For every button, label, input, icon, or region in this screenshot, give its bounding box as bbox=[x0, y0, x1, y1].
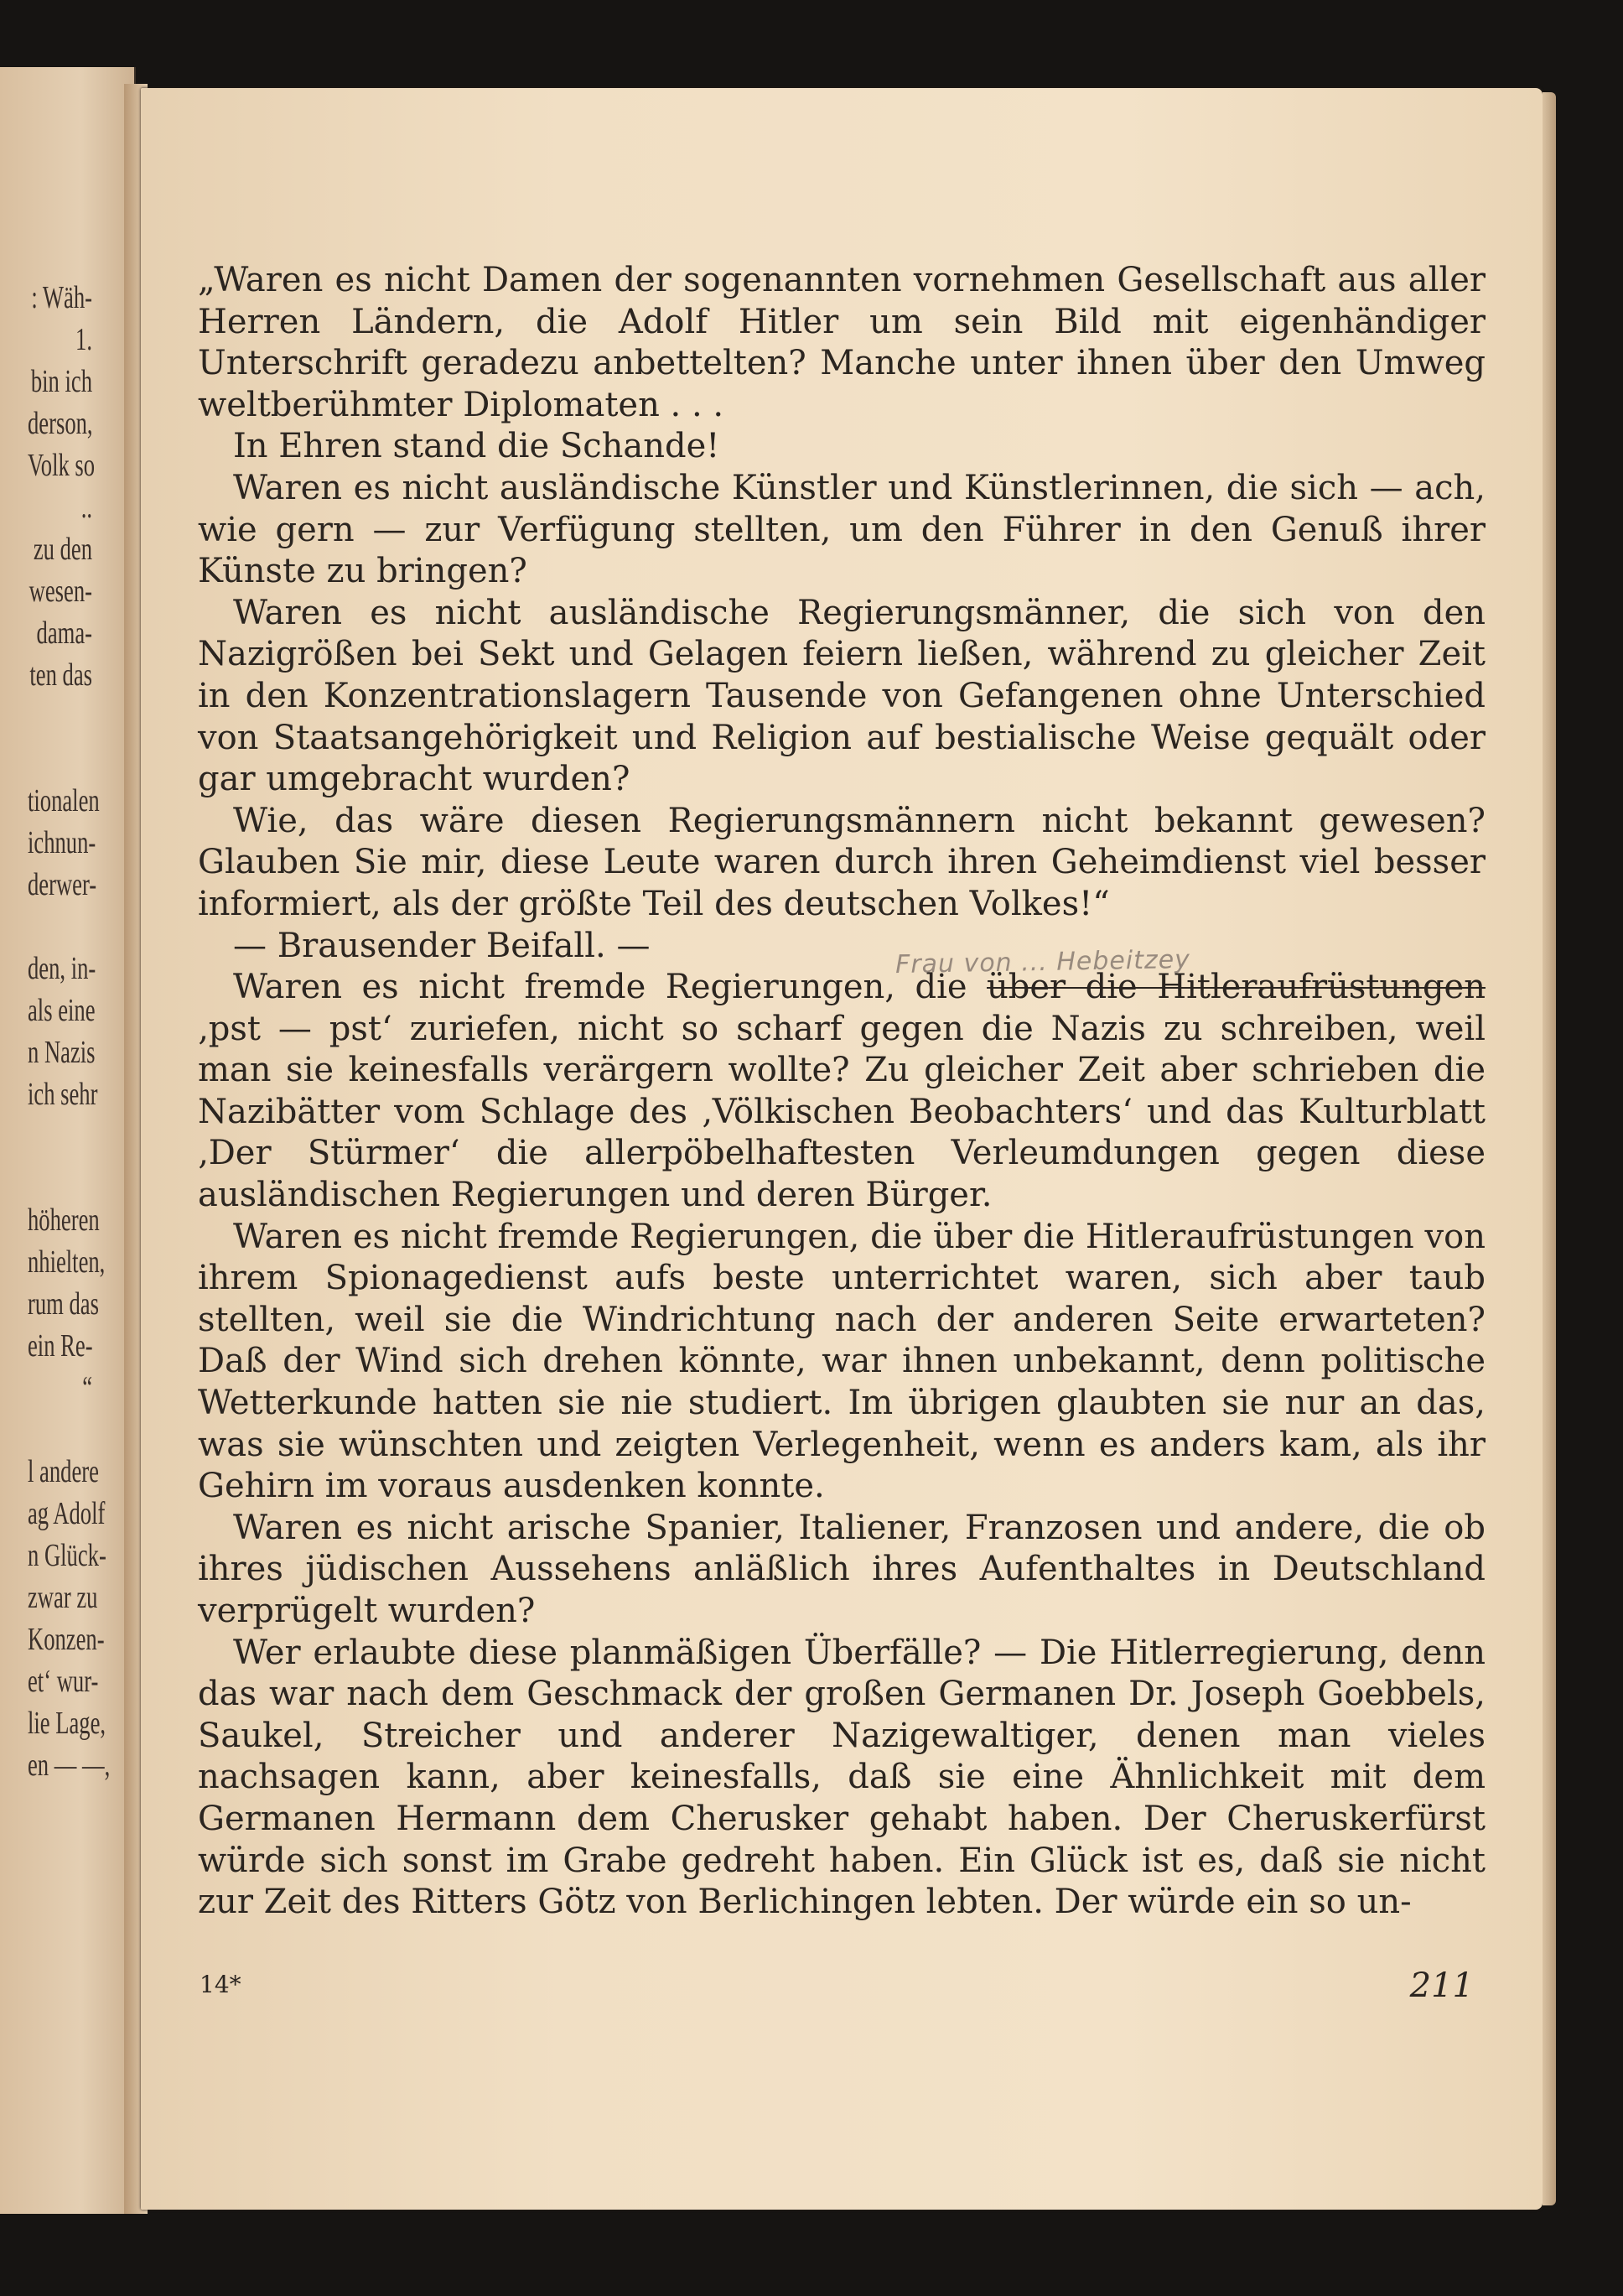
left-page-fragment bbox=[28, 1409, 92, 1451]
left-page-fragment: l andere bbox=[28, 1454, 99, 1489]
left-page-fragment: Konzen- bbox=[28, 1622, 105, 1657]
paragraph: Waren es nicht ausländische Regierungsmänner, die sich von den Nazigrößen bei Sekt und Gelagen feiern ließen, während zu gleicher Zeit in den Konzentrationslagern Tausende von Gefangenen ohne Unterschied von Staatsangehörigkeit und Religion auf bestialische Weise gequält oder gar umgebracht wurden? bbox=[198, 593, 1486, 799]
paragraph bbox=[198, 967, 1486, 1217]
left-page-fragment: : Wäh- bbox=[31, 280, 93, 315]
left-page-fragment: lie Lage, bbox=[28, 1706, 106, 1741]
paragraph: In Ehren stand die Schande! bbox=[233, 427, 720, 466]
left-page-text bbox=[28, 277, 111, 1786]
left-page-fragment bbox=[28, 1157, 92, 1199]
left-page-fragment: ichnun- bbox=[28, 825, 96, 860]
left-page-fragment: en — —, bbox=[28, 1748, 111, 1783]
left-page-fragment: zu den bbox=[33, 532, 92, 567]
left-page-fragment: derson, bbox=[28, 406, 93, 441]
left-page-fragment bbox=[28, 738, 92, 780]
page-edge bbox=[1543, 92, 1556, 2205]
paragraph: Waren es nicht arische Spanier, Italiener, Franzosen und andere, die ob ihres jüdischen Aussehens anläßlich ihres Aufenthaltes in Deutschland verprügelt wurden? bbox=[198, 1508, 1486, 1630]
handwritten-annotation: Frau von ... Hebeitzey bbox=[894, 944, 1191, 980]
paragraph: — Brausender Beifall. — bbox=[233, 926, 651, 965]
left-page-fragment: 1. bbox=[75, 322, 92, 357]
paragraph-text: Waren es nicht fremde Regierungen, die bbox=[233, 968, 988, 1007]
left-page-fragment bbox=[28, 906, 92, 948]
left-page-fragment: tionalen bbox=[28, 783, 100, 818]
left-page-fragment: .. bbox=[80, 490, 92, 525]
paragraph-text: ‚pst — pst‘ zuriefen, nicht so scharf gegen die Nazis zu schreiben, weil man sie keinesfalls verärgern wollte? Zu gleicher Zeit aber schrieben die Nazibätter vom Schlage des ‚Völkischen Beobachters‘ und das Kulturblatt ‚Der Stürmer‘ die allerpöbelhaftesten Verleumdungen gegen diese ausländischen Regierungen und deren Bürger. bbox=[198, 1009, 1486, 1215]
left-page-fragment: derwer- bbox=[28, 867, 97, 902]
left-page-fragment: n Nazis bbox=[28, 1035, 96, 1070]
paragraph: Waren es nicht ausländische Künstler und Künstlerinnen, die sich — ach, wie gern — zur Verfügung stellten, um den Führer in den Genuß ihrer Künste zu bringen? bbox=[198, 468, 1486, 591]
left-page-fragment: den, in- bbox=[28, 951, 96, 986]
left-page-fragment: als eine bbox=[28, 993, 96, 1028]
paragraph: Wer erlaubte diese planmäßigen Überfälle? — Die Hitlerregierung, denn das war nach dem Geschmack der großen Germanen Dr. Joseph Goebbels, Saukel, Streicher und anderer Nazigewaltiger, denen man vieles nachsagen kann, aber keinesfalls, daß sie eine Ähnlichkeit mit dem Germanen Hermann dem Cherusker gehabt haben. Der Cheruskerfürst würde sich sonst im Grabe gedreht haben. Ein Glück ist es, daß sie nicht zur Zeit des Ritters Götz von Berlichingen lebten. Der würde ein so un- bbox=[198, 1633, 1486, 1922]
left-page-fragment: ein Re- bbox=[28, 1328, 93, 1364]
left-page-fragment bbox=[28, 1115, 92, 1157]
page-number: 211 bbox=[1409, 1966, 1474, 2005]
left-page-fragment: ich sehr bbox=[28, 1077, 98, 1112]
paragraph: Wie, das wäre diesen Regierungsmännern nicht bekannt gewesen? Glauben Sie mir, diese Leute waren durch ihren Geheimdienst viel besser informiert, als der größte Teil des deutschen Volkes!“ bbox=[198, 801, 1486, 923]
left-page-fragment: rum das bbox=[28, 1286, 99, 1322]
left-page-fragment: “ bbox=[82, 1370, 92, 1405]
printer-signature: 14* bbox=[200, 1971, 241, 1998]
left-page-fragment: wesen- bbox=[29, 574, 92, 609]
right-page bbox=[141, 88, 1543, 2210]
left-page-fragment: bin ich bbox=[30, 364, 92, 399]
left-page-fragment: ag Adolf bbox=[28, 1496, 106, 1531]
left-page-fragment: dama- bbox=[36, 616, 92, 651]
left-page-fragment: Volk so bbox=[28, 448, 96, 483]
paragraph: Waren es nicht fremde Regierungen, die über die Hitleraufrüstungen von ihrem Spionagedienst aufs beste unterrichtet waren, sich aber taub stellten, weil sie die Windrichtung nach der anderen Seite erwarteten? Daß der Wind sich drehen könnte, war ihnen unbekannt, denn politische Wetterkunde hatten sie nie studiert. Im übrigen glaubten sie nur an das, was sie wünschten und zeigten Verlegenheit, wenn es anders kam, als ihr Gehirn im voraus ausdenken konnte. bbox=[198, 1217, 1486, 1506]
left-page-fragment: zwar zu bbox=[28, 1580, 98, 1615]
left-page-fragment: et‘ wur- bbox=[28, 1664, 99, 1699]
paragraph: „Waren es nicht Damen der sogenannten vornehmen Gesellschaft aus aller Herren Ländern, die Adolf Hitler um sein Bild mit eigenhändiger Unterschrift geradezu anbettelten? Manche unter ihnen über den Umweg weltberühmter Diplomaten . . . bbox=[198, 261, 1486, 424]
left-page-fragment: höheren bbox=[28, 1203, 100, 1238]
page-text bbox=[198, 260, 1486, 1924]
left-page bbox=[0, 67, 136, 2214]
struck-text: über die Hitleraufrüstungen bbox=[987, 968, 1486, 1007]
left-page-fragment bbox=[28, 696, 92, 738]
left-page-fragment: ten das bbox=[29, 657, 93, 693]
left-page-fragment: n Glück- bbox=[28, 1538, 106, 1573]
left-page-fragment: nhielten, bbox=[28, 1244, 106, 1280]
